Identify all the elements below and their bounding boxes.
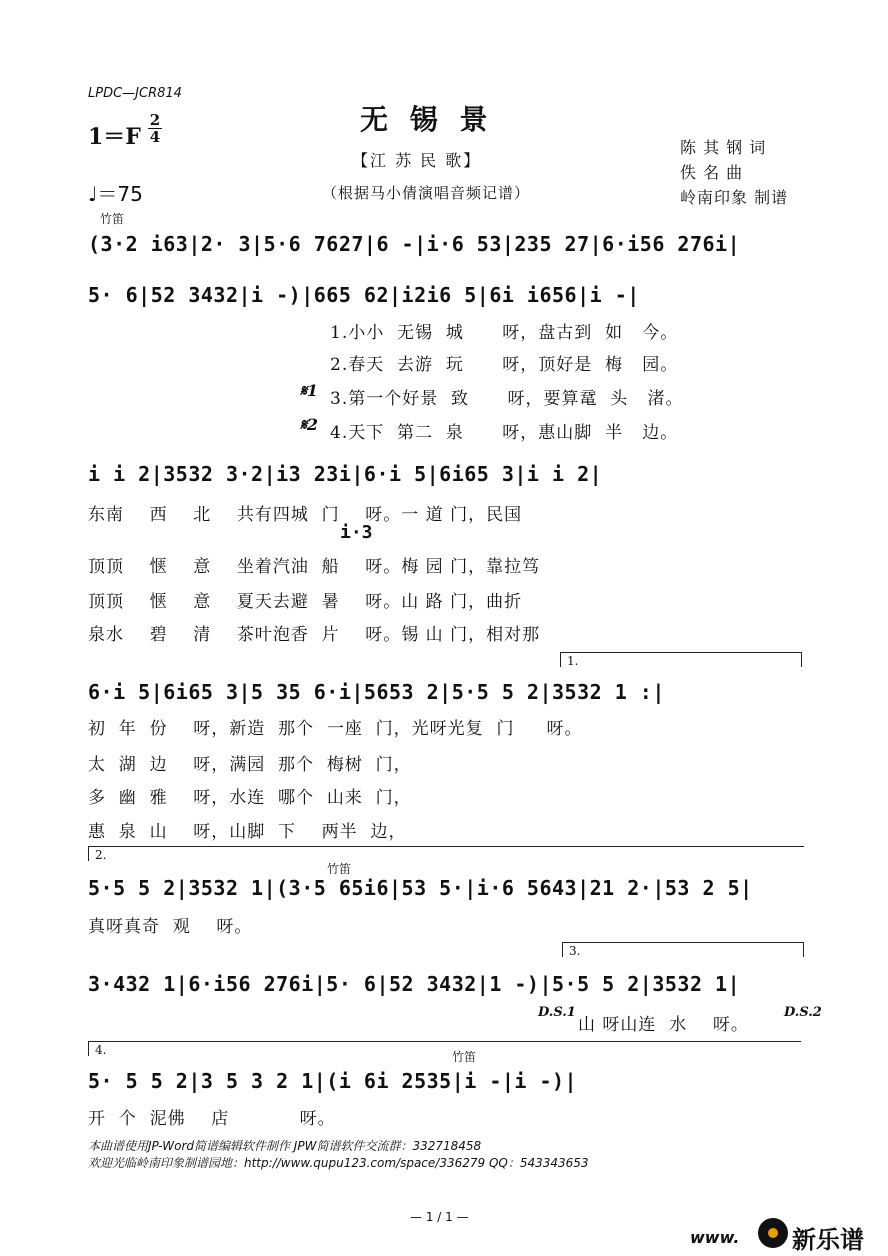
- staff-line-3: i i 2|3532 3·2|i3 23i|6·i 5|6i65 3|i i 2|: [88, 462, 603, 486]
- staff-line-2: 5· 6|52 3432|i -)|665 62|i2i6 5|6i i656|i -|: [88, 283, 640, 307]
- lyric-verse-4: 4.天下 第二 泉 呀，惠山脚 半 边。: [330, 423, 679, 443]
- footer-website-note: 欢迎光临岭南印象制谱园地：http://www.qupu123.com/space/336279 QQ：543343653: [88, 1156, 589, 1170]
- composer-credit: 佚 名 曲: [680, 163, 744, 182]
- alternate-notes: i·3: [340, 522, 373, 543]
- page-title: 无 锡 景: [360, 103, 494, 136]
- volta-bracket-3: 3.: [562, 942, 804, 957]
- score-code: LPDC—JCR814: [88, 86, 182, 101]
- instrument-label-dizi: 竹笛: [100, 212, 125, 226]
- lyric-line-4a: 初 年 份 呀，新造 那个 一座 门，光呀光复 门 呀。: [88, 719, 583, 739]
- segno-2: 𝄋2: [300, 415, 319, 434]
- lyric-line-4d: 惠 泉 山 呀，山脚 下 两半 边，: [88, 822, 407, 842]
- ds-mark-1: D.S.1: [538, 1005, 576, 1020]
- lyric-line-3b: 顶顶 惬 意 坐着汽油 船 呀。梅 园 门，靠拉笃: [88, 557, 541, 577]
- arranger-credit: 岭南印象 制谱: [680, 188, 789, 207]
- segno-1: 𝄋1: [300, 381, 319, 400]
- staff-line-6: 3·432 1|6·i56 276i|5· 6|52 3432|1 -)|5·5 5 2|3532 1|: [88, 972, 741, 996]
- lyric-line-3d: 泉水 碧 清 茶叶泡香 片 呀。锡 山 门，相对那: [88, 625, 541, 645]
- lyric-line-4b: 太 湖 边 呀，满园 那个 梅树 门，: [88, 755, 412, 775]
- lyric-line-3a: 东南 西 北 共有四城 门 呀。一 道 门，民国: [88, 505, 523, 525]
- lyric-line-4c: 多 幽 雅 呀，水连 哪个 山来 门，: [88, 788, 412, 808]
- time-signature: [148, 112, 162, 145]
- staff-line-1: (3·2 i63|2· 3|5·6 7627|6 -|i·6 53|235 27|6·i56 276i|: [88, 232, 741, 256]
- instrument-label-dizi: 竹笛: [452, 1050, 477, 1064]
- ds-mark-2: D.S.2: [784, 1005, 822, 1020]
- vinyl-record-icon: [758, 1218, 788, 1248]
- instrument-label-dizi: 竹笛: [327, 862, 352, 876]
- lyric-line-7: 开 个 泥佛 店 呀。: [88, 1109, 336, 1129]
- lyric-line-3c: 顶顶 惬 意 夏天去避 暑 呀。山 路 门，曲折: [88, 592, 523, 612]
- footer-software-note: 本曲谱使用JP-Word简谱编辑软件制作 JPW简谱软件交流群：332718458: [88, 1139, 482, 1153]
- page-number: — 1 / 1 —: [410, 1210, 469, 1224]
- lyric-line-6: 山 呀山连 水 呀。: [578, 1015, 749, 1035]
- tempo-marking: ♩＝75: [88, 182, 143, 206]
- time-denominator: 4: [149, 128, 161, 146]
- genre-label: 【江 苏 民 歌】: [352, 151, 482, 170]
- lyricist-credit: 陈 其 钢 词: [680, 138, 767, 157]
- watermark-brand: 新乐谱: [792, 1226, 864, 1254]
- time-numerator: 2: [149, 111, 161, 129]
- key-signature: 1＝F: [88, 124, 141, 150]
- staff-line-7: 5· 5 5 2|3 5 3 2 1|(i 6i 2535|i -|i -)|: [88, 1069, 578, 1093]
- lyric-verse-1: 1.小小 无锡 城 呀，盘古到 如 今。: [330, 323, 679, 343]
- lyric-verse-3: 3.第一个好景 致 呀，要算鼋 头 渚。: [330, 389, 684, 409]
- volta-bracket-2: 2.: [88, 846, 804, 861]
- lyric-line-5: 真呀真奇 观 呀。: [88, 917, 253, 937]
- transcription-source: （根据马小倩演唱音频记谱）: [322, 184, 531, 202]
- staff-line-4: 6·i 5|6i65 3|5 35 6·i|5653 2|5·5 5 2|3532 1 :|: [88, 680, 665, 704]
- watermark-url[interactable]: www.: [690, 1228, 740, 1247]
- staff-line-5: 5·5 5 2|3532 1|(3·5 65i6|53 5·|i·6 5643|21 2·|53 2 5|: [88, 876, 753, 900]
- volta-bracket-4: 4.: [88, 1041, 801, 1056]
- lyric-verse-2: 2.春天 去游 玩 呀，顶好是 梅 园。: [330, 355, 679, 375]
- volta-bracket-1: 1.: [560, 652, 802, 667]
